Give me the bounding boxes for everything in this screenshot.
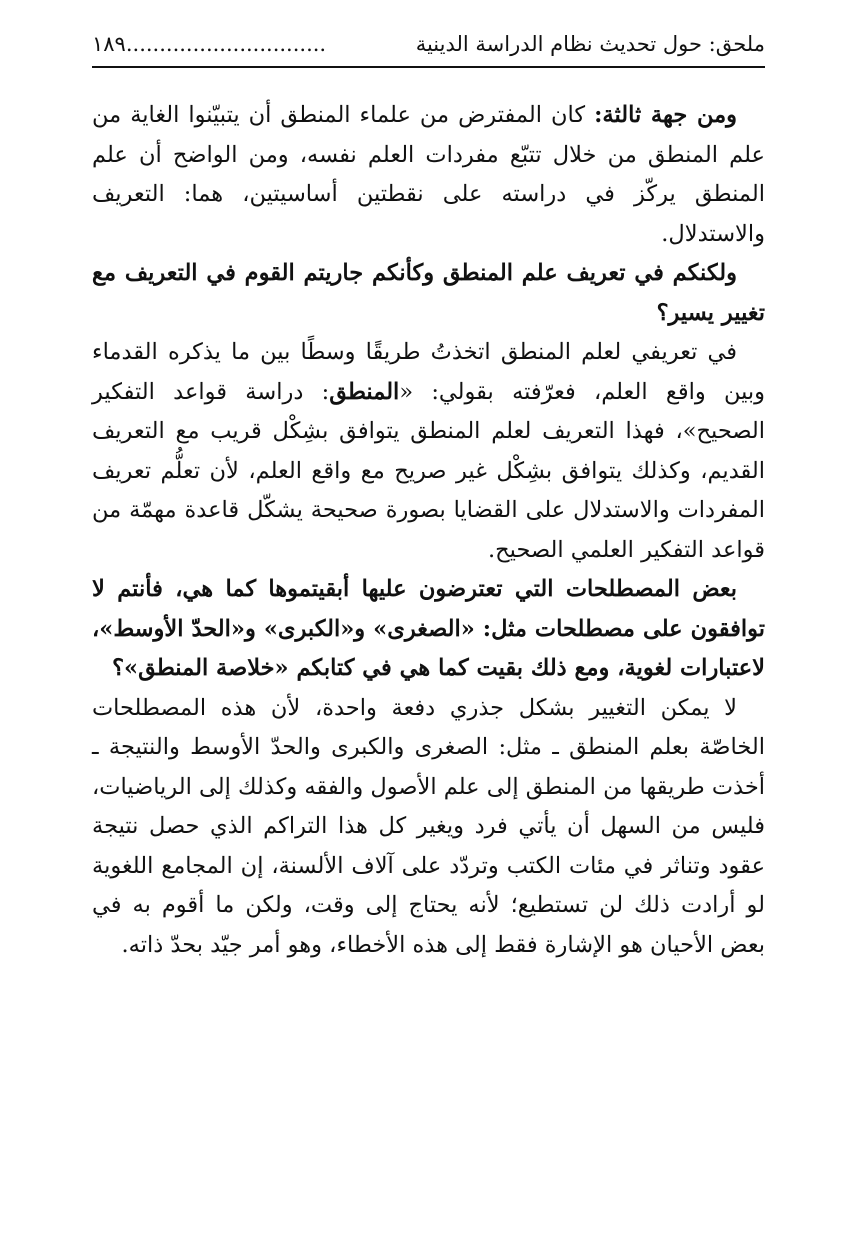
paragraph-text: كان المفترض من علماء المنطق أن يتبيّنوا الغاية من علم المنطق من خلال تتبّع مفردات العلم نفسه، ومن الواضح أن علم المنطق يركّز في دراسته على نقطتين أساسيتين، هما: التعريف والاستدلال. — [92, 102, 765, 247]
question-terminology: بعض المصطلحات التي تعترضون عليها أبقيتموها كما هي، فأنتم لا توافقون على مصطلحات مثل: «الصغرى» و«الكبرى» و«الحدّ الأوسط»، لاعتبارات لغوية، ومع ذلك بقيت كما هي في كتابكم «خلاصة المنطق»؟ — [92, 576, 765, 681]
paragraph-lead: ومن جهة ثالثة: — [594, 102, 737, 128]
paragraph-text-after: : دراسة قواعد التفكير الصحيح»، فهذا التعريف لعلم المنطق يتوافق بشِكْل قريب مع التعريف القديم، وكذلك يتوافق بشِكْل غير صريح مع واقع العلم، لأن تعلُّم تعريف المفردات والاستدلال على القضايا بصورة صحيحة يشكّل قاعدة مهمّة من قواعد التفكير العلمي الصحيح. — [92, 378, 765, 563]
paragraph-text-before: في تعريفي لعلم المنطق اتخذتُ طريقًا وسطًا بين ما يذكره القدماء وبين واقع العلم، فعرّفته بقولي: « — [92, 339, 766, 405]
running-header — [92, 30, 765, 68]
paragraph-answer-third-aspect — [92, 96, 765, 254]
page-number: ١٨٩.............................. — [92, 32, 327, 56]
body-text — [92, 96, 765, 965]
bold-term: المنطق — [329, 378, 400, 405]
paragraph-answer-terminology: لا يمكن التغيير بشكل جذري دفعة واحدة، لأن هذه المصطلحات الخاصّة بعلم المنطق ـ مثل: الصغرى والكبرى والحدّ الأوسط والنتيجة ـ أخذت طريقها من المنطق إلى علم الأصول والفقه وكذلك إلى الرياضيات، فليس من السهل أن يأتي فرد ويغير كل هذا التراكم الذي حصل نتيجة عقود وتناثر في مئات الكتب وتردّد على آلاف الألسنة، إن المجامع اللغوية لو أرادت ذلك لن تستطيع؛ لأنه يحتاج إلى وقت، ولكن ما أقوم به في بعض الأحيان هو الإشارة فقط إلى هذه الأخطاء، وهو أمر جيّد بحدّ ذاته. — [92, 694, 765, 958]
paragraph-answer-definition — [92, 333, 765, 570]
question-definition: ولكنكم في تعريف علم المنطق وكأنكم جاريتم القوم في التعريف مع تغيير يسير؟ — [92, 260, 765, 326]
header-title: ملحق: حول تحديث نظام الدراسة الدينية — [415, 32, 765, 56]
header-rule — [92, 66, 765, 68]
